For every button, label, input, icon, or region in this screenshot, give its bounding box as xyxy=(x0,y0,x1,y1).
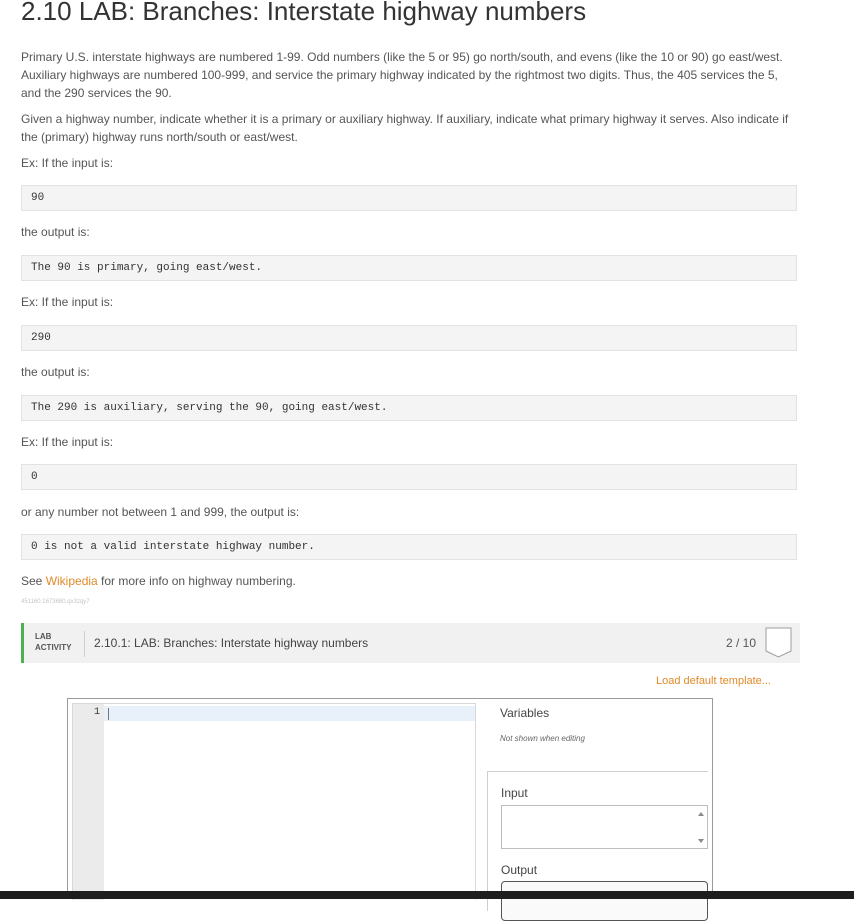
output-label: Output xyxy=(501,863,538,877)
lab-activity-tag xyxy=(35,631,71,653)
see-also-text xyxy=(21,574,296,588)
code-editor[interactable] xyxy=(72,703,476,900)
score-shield-icon xyxy=(765,627,792,658)
example-3-input: 0 xyxy=(21,464,797,490)
example-3-output-label: or any number not between 1 and 999, the output is: xyxy=(21,505,300,519)
scroll-up-icon[interactable] xyxy=(698,812,704,816)
page-title: 2.10 LAB: Branches: Interstate highway numbers xyxy=(21,0,587,26)
see-also-suffix: for more info on highway numbering. xyxy=(97,574,296,588)
example-2-output-label: the output is: xyxy=(21,365,90,379)
text-cursor xyxy=(108,708,109,720)
variables-title: Variables xyxy=(500,706,550,720)
example-1-output: The 90 is primary, going east/west. xyxy=(21,255,797,281)
example-3-output: 0 is not a valid interstate highway number. xyxy=(21,534,797,560)
active-line-highlight xyxy=(104,706,475,721)
example-2-output: The 290 is auxiliary, serving the 90, going east/west. xyxy=(21,395,797,421)
line-gutter xyxy=(73,704,104,900)
variables-note: Not shown when editing xyxy=(500,734,585,743)
program-input-field[interactable] xyxy=(501,805,708,849)
load-default-template-link[interactable]: Load default template... xyxy=(656,675,771,687)
task-paragraph: Given a highway number, indicate whether it is a primary or auxiliary highway. If auxiliary, indicate what primary highway it serves. Also indicate if the (primary) highway runs north/south or east/west. xyxy=(21,112,789,144)
input-label: Input xyxy=(501,786,528,800)
lab-header-divider xyxy=(84,631,85,657)
line-number: 1 xyxy=(93,707,100,718)
intro-paragraph: Primary U.S. interstate highways are numbered 1-99. Odd numbers (like the 5 or 95) go north/south, and evens (like the 10 or 90) go east/west. Auxiliary highways are numbered 100-999, and service the primary highway indicated by the rightmost two digits. Thus, the 405 services the 5, and the 290 services the 90. xyxy=(21,50,783,100)
tracking-id: 451160.1673680.qx3zqy7 xyxy=(21,599,90,605)
scroll-down-icon[interactable] xyxy=(698,839,704,843)
lab-activity-name: 2.10.1: LAB: Branches: Interstate highway numbers xyxy=(94,636,369,650)
wikipedia-link[interactable]: Wikipedia xyxy=(45,574,98,588)
lab-activity-header xyxy=(21,623,800,663)
example-3-input-label: Ex: If the input is: xyxy=(21,435,114,449)
program-output-box xyxy=(501,881,708,921)
example-1-input-label: Ex: If the input is: xyxy=(21,156,114,170)
example-1-input: 90 xyxy=(21,185,797,211)
lab-tag-line2: ACTIVITY xyxy=(35,643,72,652)
lab-tag-line1: LAB xyxy=(35,632,52,641)
bottom-bar xyxy=(0,891,854,899)
example-1-output-label: the output is: xyxy=(21,225,90,239)
see-also-prefix: See xyxy=(21,574,46,588)
lab-score: 2 / 10 xyxy=(726,636,757,650)
lab-ide xyxy=(67,698,713,899)
io-panel xyxy=(487,771,708,911)
example-2-input-label: Ex: If the input is: xyxy=(21,295,114,309)
example-2-input: 290 xyxy=(21,325,797,351)
